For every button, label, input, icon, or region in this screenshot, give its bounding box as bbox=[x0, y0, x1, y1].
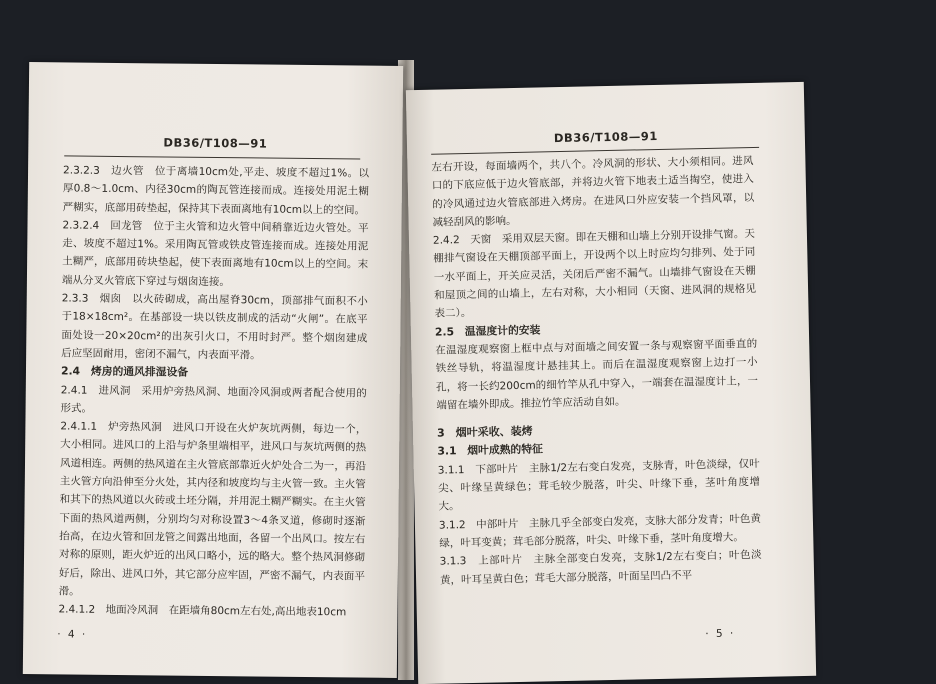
body-paragraph: 3.1.1 下部叶片 主脉1/2左右变白发亮，支脉青，叶色淡绿，仅叶尖、叶缘呈黄绿色；茸毛较少脱落，叶尖、叶缘下垂，茎叶角度增大。 bbox=[437, 457, 761, 513]
header-rule bbox=[64, 155, 360, 159]
body-paragraph: 2.4.1.2 地面冷风洞 在距墙角80cm左右处,高出地表10cm bbox=[58, 603, 347, 619]
body-paragraph: 2.3.3 烟囱 以火砖砌成，高出屋脊30cm，顶部排气面积不小于18×18cm²。在基部设一块以铁皮制成的活动“火闸”。在底平面处设一20×20cm²的出灰引火口，不用时封严。整个烟囱建成后应坚固耐用，密闭不漏气，内表面平滑。 bbox=[61, 292, 368, 362]
page-header: DB36/T108—91 bbox=[163, 135, 268, 151]
section-heading: 3 烟叶采收、装烤 bbox=[436, 424, 533, 440]
body-paragraph: 在温湿度观察窗上框中点与对面墙之间安置一条与观察窗平面垂直的铁丝导轨，将温湿度计悬挂其上。而后在温湿度观察窗上边打一小孔，将一长约200cm的细竹竿从孔中穿入，一端套在温湿度计上，一端留在墙外即成。推拉竹竿应活动自如。 bbox=[435, 337, 759, 412]
page-header: DB36/T108—91 bbox=[553, 128, 658, 146]
section-heading: 2.4 烤房的通风排湿设备 bbox=[60, 364, 189, 380]
right-page bbox=[406, 82, 816, 684]
body-paragraph: 2.3.2.3 边火管 位于离墙10cm处,平走、坡度不超过1%。以厚0.8～1.0cm、内径30cm的陶瓦管连接而成。连接处用泥土糊严糊实，底部用砖垫起，保持其下表面离地有10cm以上的空间。 bbox=[62, 164, 370, 217]
left-page bbox=[23, 62, 403, 678]
body-paragraph: 3.1.3 上部叶片 主脉全部变白发亮，支脉1/2左右变白；叶色淡黄，叶耳呈黄白色；茸毛大部分脱落，叶面呈凹凸不平 bbox=[439, 549, 762, 587]
section-heading: 2.5 温湿度计的安装 bbox=[434, 323, 541, 339]
body-paragraph: 2.4.1 进风洞 采用炉旁热风洞、地面冷风洞或两者配合使用的形式。 bbox=[60, 383, 367, 415]
page-number: · 5 · bbox=[705, 627, 736, 641]
section-heading: 3.1 烟叶成熟的特征 bbox=[437, 442, 544, 459]
page-number: · 4 · bbox=[57, 628, 88, 641]
body-paragraph: 2.4.2 天窗 采用双层天窗。即在天棚和山墙上分别开设排气窗。天棚排气窗设在天棚顶部平面上，开设两个以上时应均匀排列、处于同一水平面上，开关应灵活，关闭后严密不漏气。山墙排气窗设在天棚和屋顶之间的山墙上，左右对称，大小相同（天窗、进风洞的规格见表二）。 bbox=[432, 228, 757, 321]
body-paragraph: 左右开设，每面墙两个，共八个。冷风洞的形状、大小须相同。进风口的下底应低于边火管底部，并将边火管下地表土适当掏空，使进入的冷风通过边火管底部进入烤房。在进风口外应安装一个挡风罩，以减轻刮风的影响。 bbox=[431, 154, 755, 229]
right-page-body bbox=[431, 152, 762, 589]
body-paragraph: 2.4.1.1 炉旁热风洞 进风口开设在火炉灰坑两侧，每边一个，大小相同。进风口的上沿与炉条里端相平，进风口与灰坑两侧的热风道相连。两侧的热风道在主火管底部靠近火炉处合二为一，再沿主火管方向沿伸至分火处，其内径和坡度均与主火管一致。主火管和其下的热风道以火砖或土坯分隔，并用泥土糊严糊实。在主火管下面的热风道两侧，分别均匀对称设置3～4条叉道，修砌时逐渐抬高，在边火管和回龙管之间露出地面，各留一个出风口。按左右对称的原则，距火炉近的出风口略小，远的略大。整个热风洞修砌好后，除出、进风口外，其它部分应牢固，严密不漏气，内表面平滑。 bbox=[58, 420, 367, 598]
body-paragraph: 2.3.2.4 回龙管 位于主火管和边火管中间稍靠近边火管处。平走、坡度不超过1%。采用陶瓦管或铁皮管连接而成。连接处用泥土糊严，底部用砖块垫起，使下表面离地有10cm以上的空间。末端从分叉火管底下穿过与烟囱连接。 bbox=[61, 219, 369, 288]
body-paragraph: 3.1.2 中部叶片 主脉几乎全部变白发亮，支脉大部分发青；叶色黄绿，叶耳变黄；茸毛部分脱落，叶尖、叶缘下垂，茎叶角度增大。 bbox=[438, 512, 761, 550]
left-page-body bbox=[58, 161, 369, 622]
